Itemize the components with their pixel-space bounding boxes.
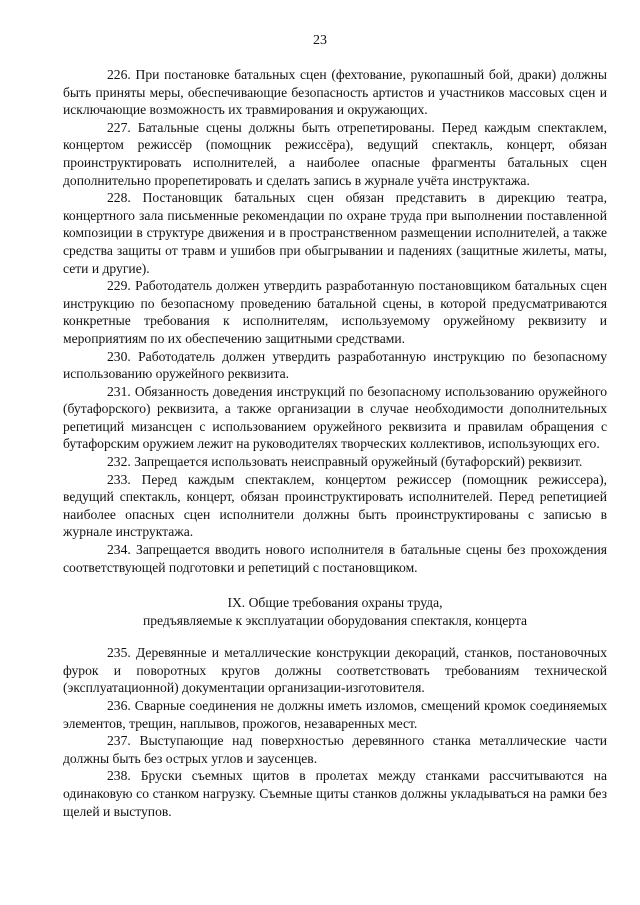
paragraph-232: 232. Запрещается использовать неисправный оружейный (бутафорский) реквизит.	[107, 454, 583, 470]
paragraph-229: 229. Работодатель должен утвердить разработанную постановщиком батальных сцен инструкцию по безопасному проведению батальной сцены, в которой предусматриваются конкретные требования к исполнителям, используемому оружейному реквизиту и мероприятиям по их обеспечению защитными средствами.	[63, 278, 607, 346]
paragraph-237: 237. Выступающие над поверхностью деревянного станка металлические части должны быть без острых углов и заусенцев.	[63, 733, 607, 766]
paragraph-230: 230. Работодатель должен утвердить разработанную инструкцию по безопасному использованию оружейного реквизита.	[63, 348, 607, 382]
paragraph-231: 231. Обязанность доведения инструкций по безопасному использованию оружейного (бутафорского) реквизита, а также организации в случае необходимости дополнительных репетиций мизансцен с использованием оружейного реквизита и правилам обращения с бутафорским оружием лежит на руководителях творческих коллективов, использующих его.	[63, 383, 607, 452]
paragraph-238: 238. Бруски съемных щитов в пролетах между станками рассчитываются на одинаковую со станком нагрузку. Съемные щиты станков должны укладываться на рамки без щелей и выступов.	[63, 768, 607, 819]
paragraph-233: 233. Перед каждым спектаклем, концертом режиссер (помощник режиссера), ведущий спектакль, концерт, обязан проинструктировать исполнителей. Перед репетицией наиболее опасных сцен исполнители должны быть проинструктированы с записью в журнале инструктажа.	[63, 471, 607, 540]
section-title-line-2: предъявляемые к эксплуатации оборудования спектакля, концерта	[142, 613, 528, 629]
document-body	[63, 66, 607, 820]
section-title-line-1: IX. Общие требования охраны труда,	[227, 595, 443, 611]
paragraph-236: 236. Сварные соединения не должны иметь изломов, смещений кромок соединяемых элементов, трещин, наплывов, прожогов, незаваренных мест.	[63, 698, 607, 731]
paragraph-234: 234. Запрещается вводить нового исполнителя в батальные сцены без прохождения соответствующей подготовки и репетиций с постановщиком.	[63, 542, 607, 575]
paragraph-227: 227. Батальные сцены должны быть отрепетированы. Перед каждым спектаклем, концертом режиссёр (помощник режиссёра), ведущий спектакль, концерт, обязан проинструктировать исполнителей, а наиболее опасные фрагменты батальных сцен дополнительно прорепетировать и сделать запись в журнале учёта инструктажа.	[63, 119, 607, 188]
paragraph-235: 235. Деревянные и металлические конструкции декораций, станков, постановочных фурок и поворотных кругов должны соответствовать требованиям технической (эксплуатационной) документации организации-изготовителя.	[63, 645, 607, 696]
paragraph-228: 228. Постановщик батальных сцен обязан представить в дирекцию театра, концертного зала письменные рекомендации по охране труда при выполнении поставленной композиции в структуре движения и в пространственном размещении исполнителей, а также средства защиты от травм и ушибов при обыгрывании и падениях (защитные жилеты, маты, сети и другие).	[63, 190, 607, 276]
spacer	[63, 630, 607, 644]
page-number: 23	[313, 33, 327, 48]
spacer	[63, 576, 607, 594]
paragraph-226: 226. При постановке батальных сцен (фехтование, рукопашный бой, драки) должны быть приняты меры, обеспечивающие безопасность артистов и участников массовых сцен и исключающие возможность их травмирования и окружающих.	[63, 67, 607, 118]
